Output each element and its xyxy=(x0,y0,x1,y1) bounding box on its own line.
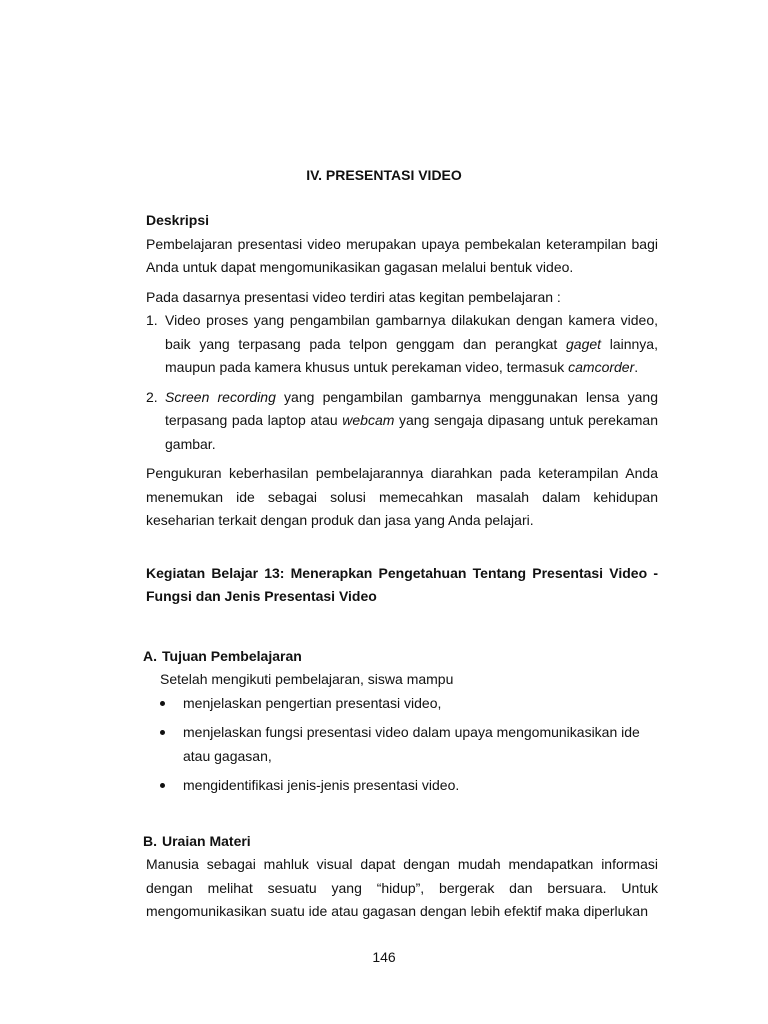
objective-text: mengidentifikasi jenis-jenis presentasi video. xyxy=(183,777,460,793)
chapter-title: IV. PRESENTASI VIDEO xyxy=(306,167,462,183)
section-letter: A. xyxy=(143,647,157,664)
activity-item-2 xyxy=(146,386,658,457)
item-emphasis: camcorder xyxy=(568,359,635,375)
item-text: yang sengaja dipasang untuk perekaman gambar. xyxy=(165,412,658,452)
deskripsi-heading: Deskripsi xyxy=(146,212,210,228)
bullet-icon xyxy=(160,701,165,706)
bullet-icon xyxy=(160,783,165,788)
deskripsi-paragraph-2: Pada dasarnya presentasi video terdiri atas kegitan pembelajaran : xyxy=(146,288,561,305)
item-text: Video proses yang pengambilan gambarnya dilakukan dengan kamera video, baik yang terpasang pada telpon genggam dan perangkat xyxy=(165,312,658,352)
deskripsi-paragraph-1: Pembelajaran presentasi video merupakan upaya pembekalan keterampilan bagi Anda untuk dapat mengomunikasikan gagasan melalui bentuk video. xyxy=(146,235,658,275)
deskripsi-paragraph-3: Pengukuran keberhasilan pembelajarannya diarahkan pada keterampilan Anda menemukan ide sebagai solusi memecahkan masalah dalam kehidupan keseharian terkait dengan produk dan jasa yang Anda pelajari. xyxy=(146,465,658,528)
objectives-list xyxy=(146,692,658,798)
kegiatan-title: Kegiatan Belajar 13: Menerapkan Pengetahuan Tentang Presentasi Video - Fungsi dan Jenis Presentasi Video xyxy=(146,564,658,604)
section-a-heading xyxy=(143,645,658,669)
item-emphasis: Screen recording xyxy=(165,388,276,405)
activity-item-1 xyxy=(146,309,658,380)
item-number: 1. xyxy=(146,312,158,328)
item-number: 2. xyxy=(146,388,158,405)
bullet-icon xyxy=(160,730,165,735)
item-text: lainnya, maupun pada kamera khusus untuk perekaman video, termasuk xyxy=(165,335,658,375)
item-text: . xyxy=(634,359,639,375)
objective-text: menjelaskan fungsi presentasi video dalam upaya mengomunikasikan ide atau gagasan, xyxy=(183,724,640,764)
item-emphasis: gaget xyxy=(566,335,602,352)
section-b-heading xyxy=(143,830,658,854)
activity-list xyxy=(146,309,658,456)
item-emphasis: webcam xyxy=(342,412,395,428)
objective-text: menjelaskan pengertian presentasi video, xyxy=(183,694,442,711)
section-b-paragraph: Manusia sebagai mahluk visual dapat dengan mudah mendapatkan informasi dengan melihat sesuatu yang “hidup”, bergerak dan bersuara. Untuk mengomunikasikan suatu ide atau gagasan dengan lebih efektif maka diperlukan xyxy=(146,856,658,919)
item-text: yang pengambilan gambarnya menggunakan lensa yang terpasang pada laptop atau xyxy=(165,388,658,428)
objective-item xyxy=(146,721,658,768)
page-content xyxy=(143,209,658,924)
section-letter: B. xyxy=(143,832,157,849)
page-number: 146 xyxy=(372,949,396,965)
objective-item xyxy=(146,774,658,798)
section-title: Uraian Materi xyxy=(162,832,251,849)
section-a-intro: Setelah mengikuti pembelajaran, siswa mampu xyxy=(160,671,454,687)
section-title: Tujuan Pembelajaran xyxy=(162,647,302,664)
objective-item xyxy=(146,692,658,716)
